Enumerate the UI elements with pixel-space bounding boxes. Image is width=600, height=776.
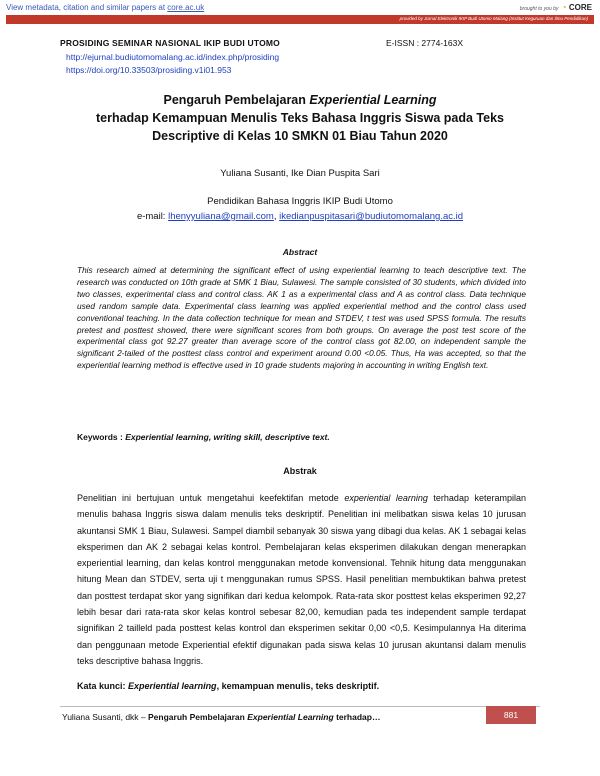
keywords [77,432,330,442]
core-logo-icon: ◔ [561,3,567,12]
footer-title-pre: Pengaruh Pembelajaran [148,712,245,722]
brought-by-text: brought to you by [519,6,559,12]
core-logo[interactable] [562,3,592,12]
title-line1-pre: Pengaruh Pembelajaran [163,93,306,107]
abstract-heading: Abstract [282,247,318,257]
core-banner [0,0,600,14]
core-link-prefix: View metadata, citation and similar papers at [6,3,166,12]
katakunci-post: , kemampuan menulis, teks deskriptif. [216,681,380,691]
core-logo-text: CORE [568,3,592,12]
doi-link[interactable]: https://doi.org/10.33503/prosiding.v1i01.953 [66,65,232,75]
core-link-anchor[interactable]: core.ac.uk [167,3,205,12]
keywords-text: Experiential learning, writing skill, descriptive text. [125,432,330,442]
issn: E-ISSN : 2774-163X [386,38,464,48]
footer-authors: Yuliana Susanti, dkk – [62,712,146,722]
email-link-1[interactable]: lhenyyuliana@gmail.com [168,211,274,222]
paper-title-line1 [60,92,540,108]
core-brought-by [520,3,592,12]
email-line [0,211,600,222]
abstrak-text-em: experiential learning [344,493,428,503]
proceedings-title: PROSIDING SEMINAR NASIONAL IKIP BUDI UTOMO [60,38,280,48]
paper-title-line2: terhadap Kemampuan Menulis Teks Bahasa Inggris Siswa pada Teks [95,111,504,125]
paper-title-line3: Descriptive di Kelas 10 SMKN 01 Biau Tahun 2020 [152,129,448,143]
abstract-text: This research aimed at determining the significant effect of using experiential learning to teach descriptive text. The research was conducted on 10th grade at SMK 1 Biau, Sulawesi. The sample consisted of 30 students, which divided into two classes, experimental class and control class. AK 1 as a experimental class and A as control class. Data technique used random sample data. Experimental class learning was applied experiential method and the control class used conventional teaching. In the data collection technique for mean and STDEV, t test was used SPSS formula. The results pretest and posttest showed, there were significant scores from both groups. On average the post test score of the experimental class got 92.27 greater than average score of the control class got 82.00, on independent sample the significant 2-tailed of the posttest class control and experiment around 0.00 <0.05. Thus, Ha was accepted, so that the experiential learning method is effective used in 10 grade students majoring in accounting in writing English text. [77,265,526,371]
footer-title-post: terhadap… [336,712,381,722]
page-number: 881 [486,706,536,724]
abstrak-text-pre: Penelitian ini bertujuan untuk mengetahui keefektifan metode [77,493,339,503]
provided-by-bar [6,15,594,24]
footer-divider [60,706,540,707]
footer-running-title [62,712,380,722]
provided-by-text[interactable]: provided by Jurnal Elektronik IKIP Budi Utomo Malang (Institut Keguruan dan Ilmu Pendidikan) [399,16,588,21]
abstrak-heading: Abstrak [283,466,317,476]
kata-kunci [77,681,379,691]
katakunci-em: Experiential learning [128,681,217,691]
email-label: e-mail: [136,211,166,222]
journal-url[interactable]: http://ejurnal.budiutomomalang.ac.id/index.php/prosiding [66,52,280,62]
keywords-label: Keywords : [77,432,123,442]
title-line1-em: Experiential Learning [309,93,437,107]
email-separator: , [273,211,277,222]
affiliation: Pendidikan Bahasa Inggris IKIP Budi Utomo [207,196,393,207]
email-link-2[interactable]: ikedianpuspitasari@budiutomomalang.ac.id [279,211,464,222]
authors: Yuliana Susanti, Ike Dian Puspita Sari [220,168,380,179]
abstrak-text-post: terhadap keterampilan menulis bahasa Inggris siswa dalam menulis teks deskriptif. Penelitian ini melibatkan siswa kelas 10 jurusan akuntansi SMK 1 Biau, Sulawesi. Sampel diambil sebanyak 30 siswa yang dibagi dua kelas. AK 1 sebagai kelas eksperimen dan AK 2 sebagai kelas kontrol. Pembelajaran kelas eksperimen dilakukan dengan menerapkan experiential learning, dan kelas kontrol menggunakan metode konvensional. Tehnik hitung data menggunakan hitung Mean dan STDEV, serta uji t menggunakan rumus SPSS. Hasil penelitian membuktikan bahwa pretest dan posttest terdapat skor yang signifikan dari kedua kelompok. Rata-rata skor posttest kelas eksperimen 92,27 lebih besar dari rata-rata skor kelas kontrol sebesar 82,00, kemudian pada tes independent sample terdapat signifikan 2 tailleld pada posttest kelas kontrol dan eksperimen sekitar 0,00 <0,5. Kesimpulannya Ha diterima dan penggunaan metode Experiential efektif digunakan pada siswa kelas 10 jurusan akuntansi dalam menulis teks descriptive bahasa Inggris. [77,493,526,666]
footer-title-em: Experiential Learning [247,712,334,722]
core-metadata-link[interactable] [6,3,204,12]
abstrak-text [77,490,526,669]
katakunci-label: Kata kunci: [77,681,126,691]
